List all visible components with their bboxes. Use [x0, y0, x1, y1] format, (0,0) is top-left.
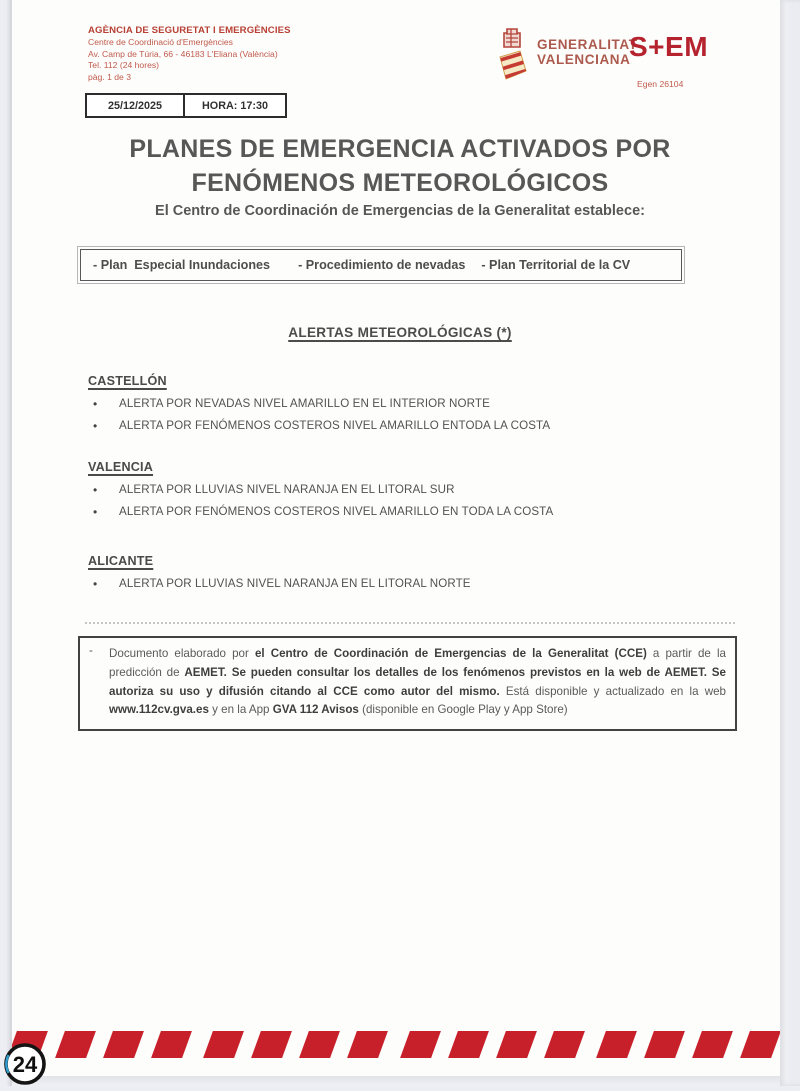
- bullet-icon: •: [93, 397, 98, 411]
- page-bottom-shadow: [10, 1076, 780, 1086]
- hazard-stripe-band: [12, 1031, 786, 1058]
- page-number: pàg. 1 de 3: [88, 71, 132, 82]
- scan-right-edge: [780, 0, 800, 1086]
- alert-item: [88, 483, 710, 497]
- date-time-table: [85, 93, 287, 118]
- alert-section-castellon: [88, 374, 710, 441]
- alert-text: ALERTA POR NEVADAS NIVEL AMARILLO EN EL INTERIOR NORTE: [119, 397, 490, 410]
- footer-dash: -: [89, 645, 93, 657]
- alert-item: [88, 505, 710, 519]
- province-name: CASTELLÓN: [88, 374, 167, 388]
- plan-territorial: - Plan Territorial de la CV: [481, 258, 631, 272]
- alert-item: [88, 577, 710, 591]
- time-cell: HORA: 17:30: [183, 95, 285, 116]
- document-title-line2: FENÓMENOS METEOROLÓGICOS: [191, 169, 609, 197]
- province-name: ALICANTE: [88, 554, 154, 568]
- document-title-line1: PLANES DE EMERGENCIA ACTIVADOS POR: [129, 135, 671, 163]
- app-name: GVA 112 Avisos: [272, 703, 359, 717]
- egen-number: Egen 26104: [637, 79, 684, 89]
- plan-nevadas: - Procedimiento de nevadas: [298, 258, 466, 272]
- svg-text:24: 24: [12, 1052, 38, 1077]
- alert-text: ALERTA POR LLUVIAS NIVEL NARANJA EN EL LITORAL SUR: [119, 483, 455, 496]
- alert-item: [88, 419, 710, 433]
- sem-logo: S+EM: [629, 31, 709, 62]
- agency-name: AGÈNCIA DE SEGURETAT I EMERGÈNCIES: [88, 25, 291, 36]
- bullet-icon: •: [93, 419, 98, 433]
- alert-text: ALERTA POR FENÓMENOS COSTEROS NIVEL AMARILLO EN TODA LA COSTA: [119, 505, 554, 518]
- alert-text: ALERTA POR LLUVIAS NIVEL NARANJA EN EL LITORAL NORTE: [119, 577, 471, 590]
- date-cell: 25/12/2025: [107, 100, 163, 112]
- agency-header: [88, 25, 291, 83]
- badge-24-icon: [1, 1040, 49, 1086]
- alert-text: ALERTA POR FENÓMENOS COSTEROS NIVEL AMARILLO ENTODA LA COSTA: [119, 419, 551, 432]
- agency-line-phone: Tel. 112 (24 hores): [88, 60, 160, 71]
- document-title: [0, 132, 800, 200]
- bullet-icon: •: [93, 483, 98, 497]
- bullet-icon: •: [93, 577, 98, 591]
- document-subtitle: El Centro de Coordinación de Emergencias de la Generalitat establece:: [155, 203, 645, 219]
- alerts-heading: ALERTAS METEOROLÓGICAS (*): [288, 325, 512, 340]
- footer-note-box: [78, 636, 737, 731]
- agency-line-address: Av. Camp de Túria, 66 - 46183 L'Eliana (València): [88, 48, 278, 59]
- plan-inundaciones: - Plan Especial Inundaciones: [93, 258, 271, 272]
- dashed-separator: [85, 622, 735, 624]
- province-name: VALENCIA: [88, 460, 154, 474]
- alert-section-alicante: [88, 554, 710, 599]
- bullet-icon: •: [93, 505, 98, 519]
- agency-line-centre: Centre de Coordinació d'Emergències: [88, 37, 233, 48]
- alert-section-valencia: [88, 460, 710, 527]
- generalitat-emblem-icon: [494, 26, 530, 84]
- generalitat-valenciana-logo: [494, 26, 638, 84]
- alert-item: [88, 397, 710, 411]
- badge-24-watermark: [1, 1040, 49, 1091]
- generalitat-wordmark: GENERALITAT VALENCIANA: [537, 37, 638, 67]
- footer-note-text: Documento elaborado por el Centro de Coordinación de Emergencias de la Generalitat (CCE) a partir de la predicción de AEMET. Se pueden consultar los detalles de los fenómenos previstos en la web de AEMET. Se autoriza su uso y difusión citando al CCE como autor del mismo. Está disponible y actualizado en la web www.112cv.gva.es y en la App GVA 112 Avisos (disponible en Google Play y App Store): [109, 647, 727, 717]
- activated-plans-box: [77, 246, 685, 284]
- website-url: www.112cv.gva.es: [109, 703, 209, 717]
- scan-left-edge: [0, 0, 12, 1086]
